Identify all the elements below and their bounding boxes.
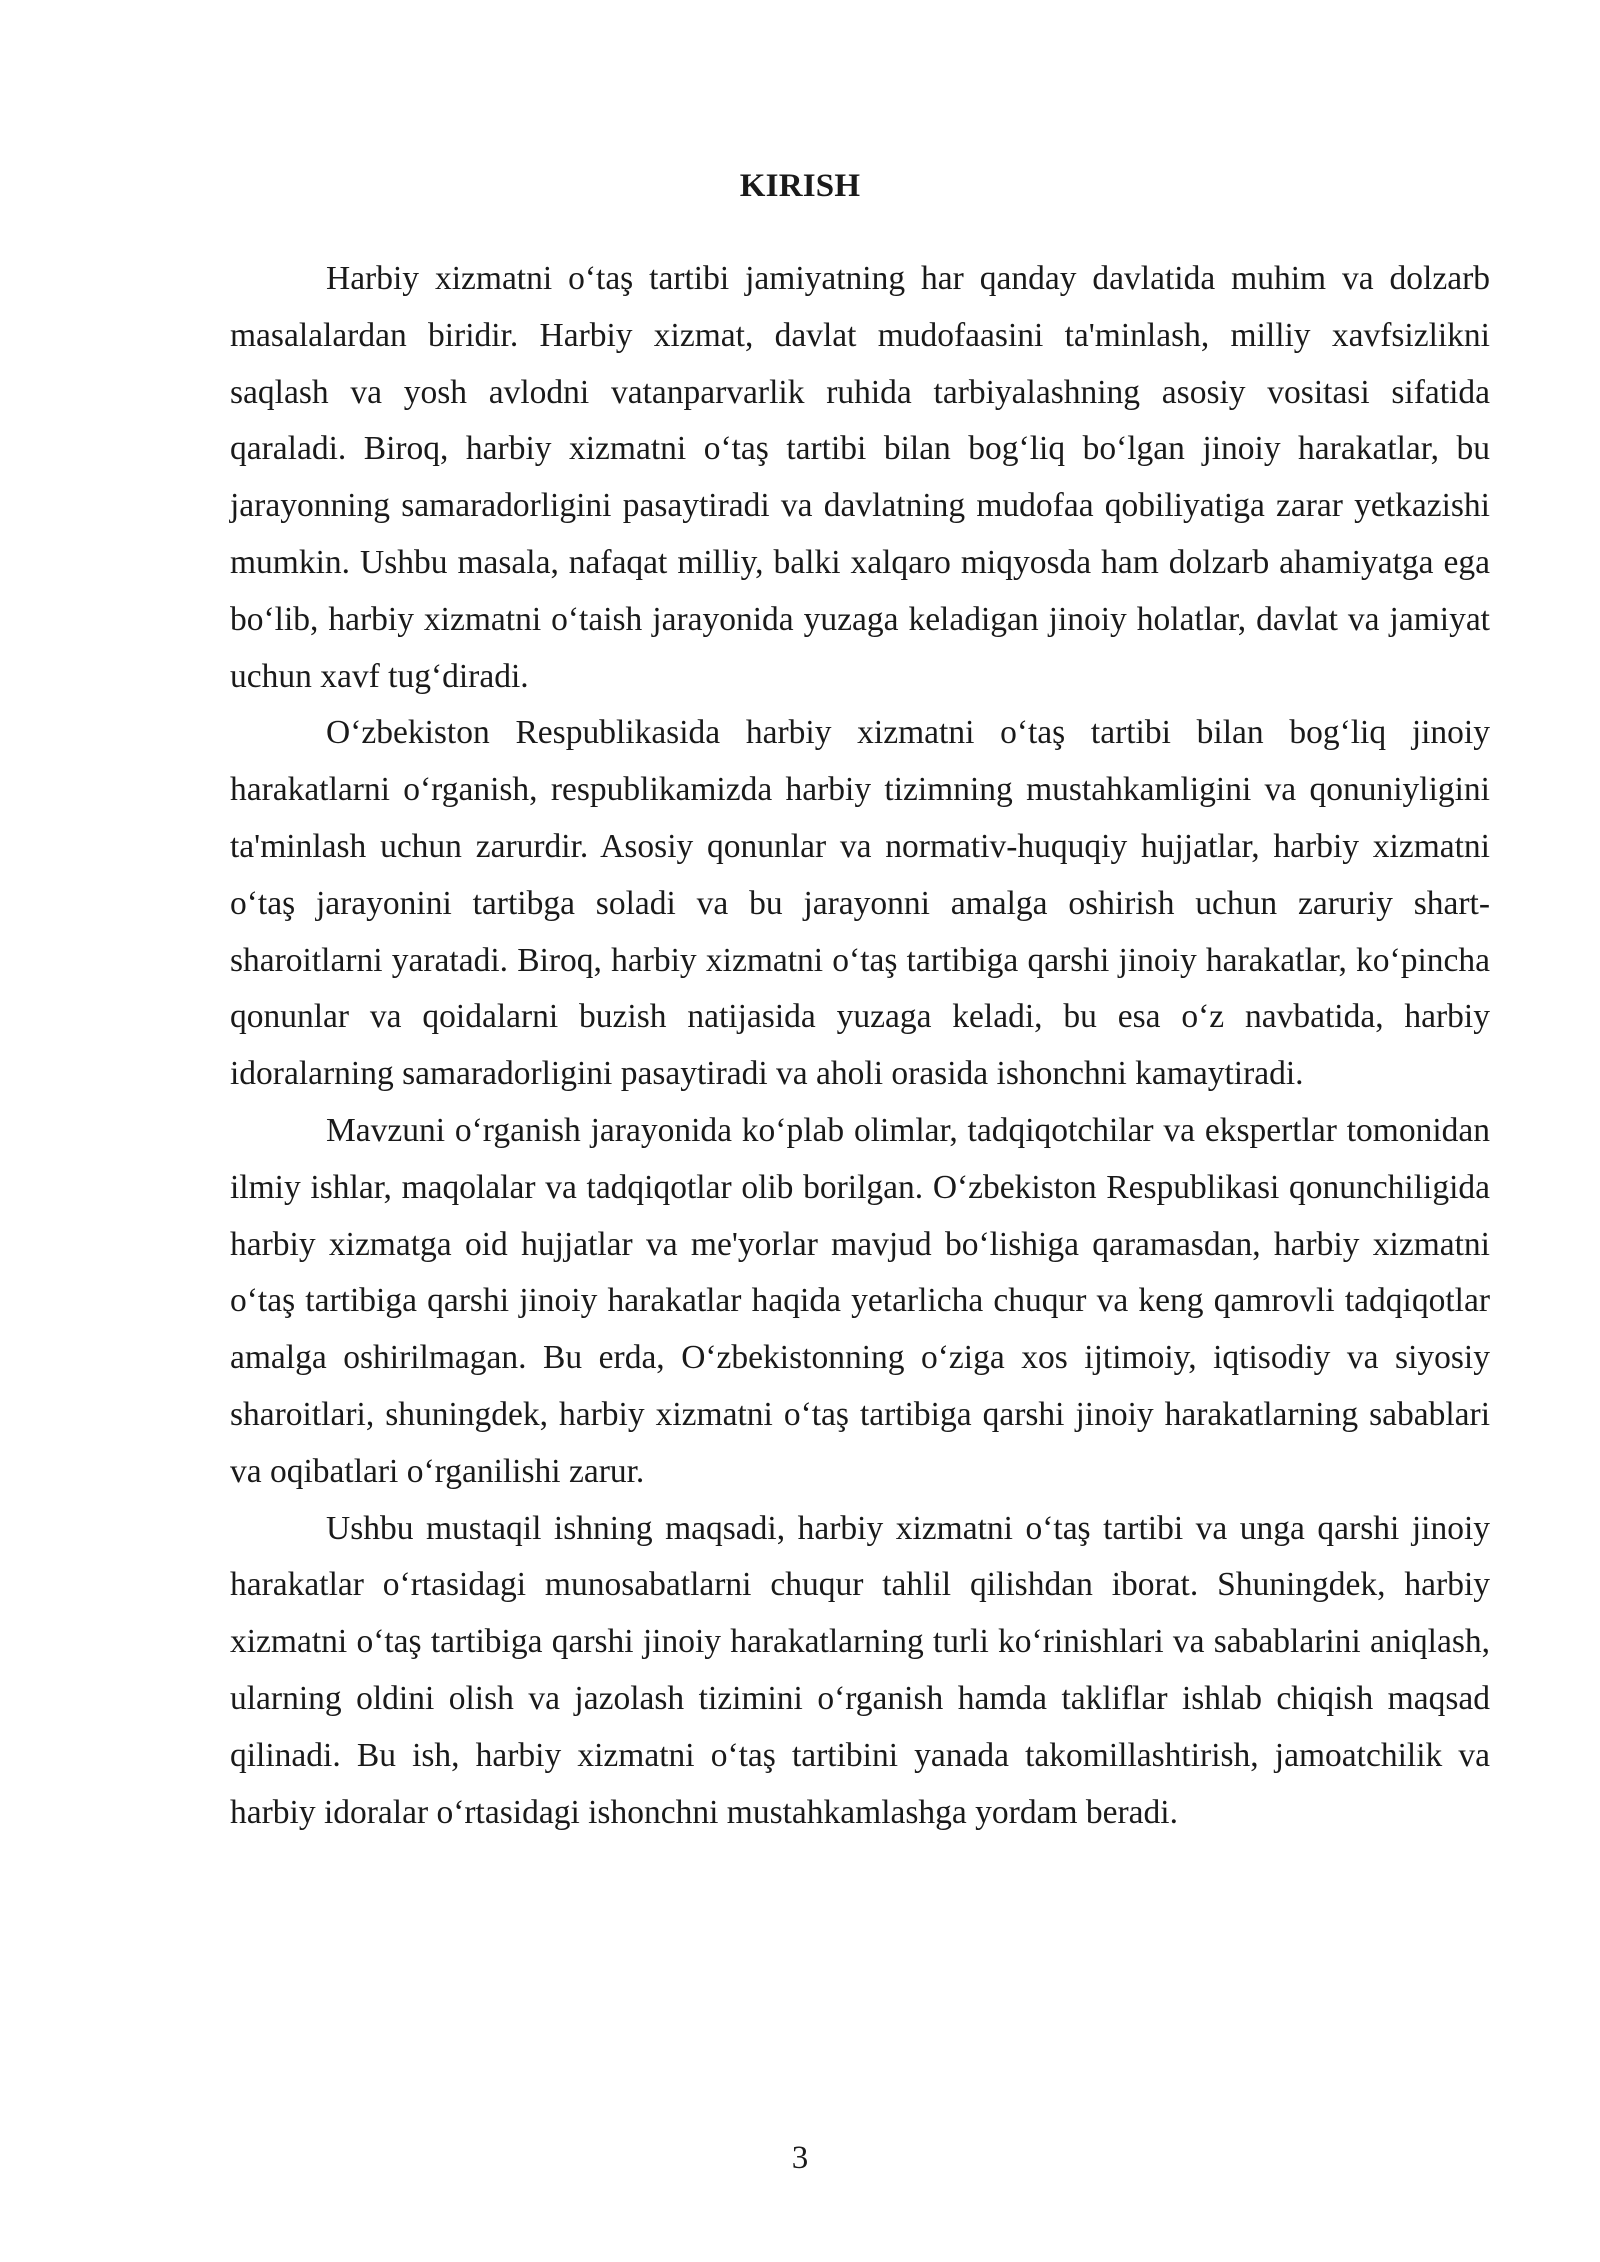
paragraph-1: Harbiy xizmatni o‘taş tartibi jamiyatning har qanday davlatida muhim va dolzarb masalalardan biridir. Harbiy xizmat, davlat mudofaasini ta'minlash, milliy xavfsizlikni saqlash va yosh avlodni vatanparvarlik ruhida tarbiyalashning asosiy vositasi sifatida qaraladi. Biroq, harbiy xizmatni o‘taş tartibi bilan bog‘liq bo‘lgan jinoiy harakatlar, bu jarayonning samaradorligini pasaytiradi va davlatning mudofaa qobiliyatiga zarar yetkazishi mumkin. Ushbu masala, nafaqat milliy, balki xalqaro miqyosda ham dolzarb ahamiyatga ega bo‘lib, harbiy xizmatni o‘taish jarayonida yuzaga keladigan jinoiy holatlar, davlat va jamiyat uchun xavf tug‘diradi.: [230, 260, 1490, 695]
body-text: [230, 251, 1490, 1841]
page-title: KIRISH: [739, 168, 861, 204]
paragraph-2: O‘zbekiston Respublikasida harbiy xizmatni o‘taş tartibi bilan bog‘liq jinoiy harakatlarni o‘rganish, respublikamizda harbiy tizimning mustahkamligini va qonuniyligini ta'minlash uchun zarurdir. Asosiy qonunlar va normativ-huquqiy hujjatlar, harbiy xizmatni o‘taş jarayonini tartibga soladi va bu jarayonni amalga oshirish uchun zaruriy shart-sharoitlarni yaratadi. Biroq, harbiy xizmatni o‘taş tartibiga qarshi jinoiy harakatlar, ko‘pincha qonunlar va qoidalarni buzish natijasida yuzaga keladi, bu esa o‘z navbatida, harbiy idoralarning samaradorligini pasaytiradi va aholi orasida ishonchni kamaytiradi.: [230, 714, 1490, 1093]
paragraph-4: Ushbu mustaqil ishning maqsadi, harbiy xizmatni o‘taş tartibi va unga qarshi jinoiy harakatlar o‘rtasidagi munosabatlarni chuqur tahlil qilishdan iborat. Shuningdek, harbiy xizmatni o‘taş tartibiga qarshi jinoiy harakatlarning turli ko‘rinishlari va sabablarini aniqlash, ularning oldini olish va jazolash tizimini o‘rganish hamda takliflar ishlab chiqish maqsad qilinadi. Bu ish, harbiy xizmatni o‘taş tartibini yanada takomillashtirish, jamoatchilik va harbiy idoralar o‘rtasidagi ishonchni mustahkamlashga yordam beradi.: [230, 1509, 1490, 1831]
page-number: 3: [791, 2140, 809, 2176]
paragraph-3: Mavzuni o‘rganish jarayonida ko‘plab olimlar, tadqiqotchilar va ekspertlar tomonidan ilmiy ishlar, maqolalar va tadqiqotlar olib borilgan. O‘zbekiston Respublikasi qonunchiligida harbiy xizmatga oid hujjatlar va me'yorlar mavjud bo‘lishiga qaramasdan, harbiy xizmatni o‘taş tartibiga qarshi jinoiy harakatlar haqida yetarlicha chuqur va keng qamrovli tadqiqotlar amalga oshirilmagan. Bu erda, O‘zbekistonning o‘ziga xos ijtimoiy, iqtisodiy va siyosiy sharoitlari, shuningdek, harbiy xizmatni o‘taş tartibiga qarshi jinoiy harakatlarning sabablari va oqibatlari o‘rganilishi zarur.: [230, 1111, 1490, 1490]
